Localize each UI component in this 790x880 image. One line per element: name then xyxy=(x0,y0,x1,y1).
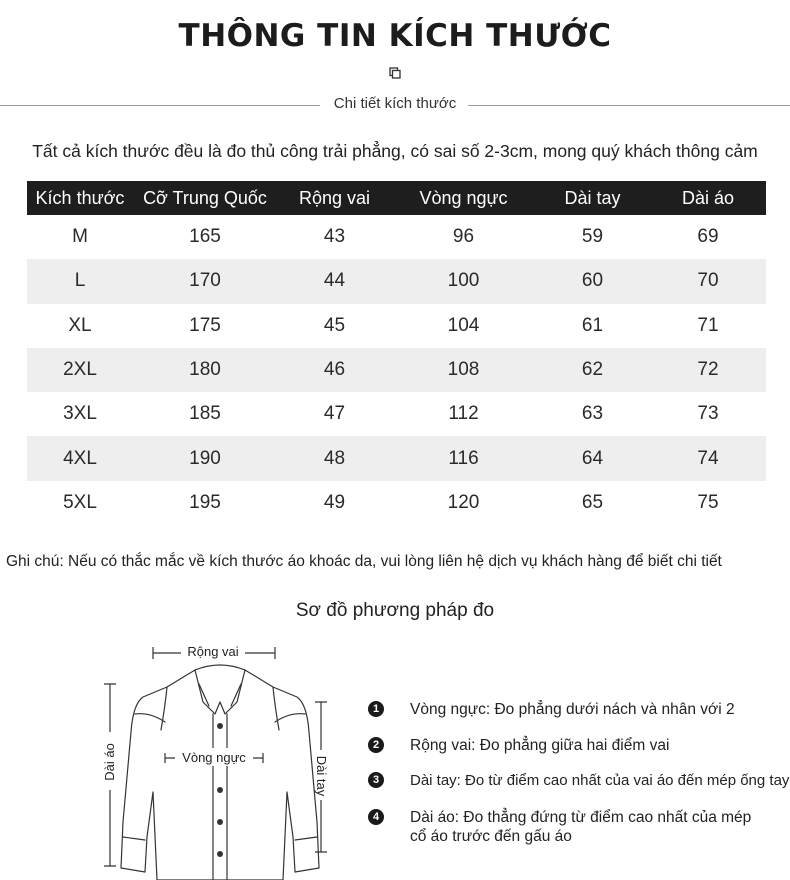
table-cell: 49 xyxy=(323,491,346,513)
table-cell: 60 xyxy=(535,259,650,303)
table-cell: 75 xyxy=(697,491,719,513)
table-cell: 180 xyxy=(133,348,277,392)
size-table xyxy=(27,181,766,525)
column-header: Cỡ Trung Quốc xyxy=(133,181,277,215)
diagram-label-length: Dài áo xyxy=(102,743,117,781)
page-title: THÔNG TIN KÍCH THƯỚC xyxy=(178,18,612,54)
table-cell: 4XL xyxy=(27,436,133,480)
step-text: Rộng vai: Đo phẳng giữa hai điểm vai xyxy=(410,737,670,754)
column-header: Dài tay xyxy=(535,181,650,215)
table-cell: 165 xyxy=(189,226,221,248)
table-cell: 185 xyxy=(189,403,221,425)
table-cell: 170 xyxy=(133,259,277,303)
step-text: Vòng ngực: Đo phẳng dưới nách và nhân với 2 xyxy=(410,701,735,718)
table-cell: 44 xyxy=(277,259,392,303)
step-number-badge: 4 xyxy=(368,809,384,825)
step-item xyxy=(368,700,735,719)
table-header-row xyxy=(27,181,766,215)
button xyxy=(217,787,223,793)
diagram-label-chest: Vòng ngực xyxy=(182,750,246,765)
page-subtitle: Chi tiết kích thước xyxy=(326,95,464,112)
table-cell: 59 xyxy=(581,226,604,248)
column-header: Dài áo xyxy=(650,181,766,215)
column-header: Vòng ngực xyxy=(392,181,535,215)
table-row xyxy=(27,436,766,480)
table-row xyxy=(27,304,766,348)
step-item xyxy=(368,808,751,846)
diagram-label-shoulder: Rộng vai xyxy=(187,644,239,659)
table-cell: 74 xyxy=(650,436,766,480)
diagram-label-sleeve: Dài tay xyxy=(314,755,329,797)
button xyxy=(217,723,223,729)
table-cell: 71 xyxy=(697,314,719,336)
step-item xyxy=(368,736,669,755)
table-row xyxy=(27,392,766,436)
table-cell: 2XL xyxy=(27,348,133,392)
table-cell: 190 xyxy=(133,436,277,480)
column-header: Kích thước xyxy=(27,181,133,215)
table-cell: 175 xyxy=(189,314,221,336)
subtitle-row xyxy=(0,95,790,117)
shirt-diagram xyxy=(95,632,345,880)
table-cell: 72 xyxy=(650,348,766,392)
button xyxy=(217,819,223,825)
column-header: Rộng vai xyxy=(277,181,392,215)
table-cell: 104 xyxy=(447,314,480,336)
table-cell: 195 xyxy=(189,491,221,513)
table-cell: 3XL xyxy=(63,403,97,425)
table-cell: 100 xyxy=(392,259,535,303)
table-cell: 116 xyxy=(392,436,535,480)
table-cell: L xyxy=(27,259,133,303)
table-cell: XL xyxy=(68,314,92,336)
table-cell: 73 xyxy=(697,403,719,425)
table-cell: 62 xyxy=(535,348,650,392)
table-cell: 45 xyxy=(323,314,346,336)
table-row xyxy=(27,481,766,525)
step-item xyxy=(368,771,789,790)
table-row xyxy=(27,259,766,303)
step-text: Dài tay: Đo từ điểm cao nhất của vai áo đến mép ống tay xyxy=(410,772,790,789)
table-cell: 112 xyxy=(448,403,479,425)
table-row xyxy=(27,348,766,392)
table-cell: 61 xyxy=(581,314,604,336)
table-row xyxy=(27,215,766,259)
step-text: Dài áo: Đo thẳng đứng từ điểm cao nhất của mép cổ áo trước đến gấu áo xyxy=(410,809,752,845)
method-title: Sơ đồ phương pháp đo xyxy=(295,600,495,621)
table-cell: 69 xyxy=(697,226,719,248)
table-cell: 65 xyxy=(581,491,604,513)
table-cell: 108 xyxy=(392,348,535,392)
step-number-badge: 2 xyxy=(368,737,384,753)
table-cell: 43 xyxy=(323,226,346,248)
copy-icon xyxy=(389,67,401,79)
table-cell: 48 xyxy=(277,436,392,480)
table-cell: 63 xyxy=(581,403,604,425)
table-cell: 5XL xyxy=(63,491,97,513)
table-cell: 96 xyxy=(452,226,475,248)
step-number-badge: 1 xyxy=(368,701,384,717)
table-cell: 46 xyxy=(277,348,392,392)
table-cell: 70 xyxy=(650,259,766,303)
step-number-badge: 3 xyxy=(368,772,384,788)
note-text: Ghi chú: Nếu có thắc mắc về kích thước áo khoác da, vui lòng liên hệ dịch vụ khách hàng để biết chi tiết xyxy=(6,553,722,570)
table-cell: M xyxy=(72,226,88,248)
intro-text: Tất cả kích thước đều là đo thủ công trải phẳng, có sai số 2-3cm, mong quý khách thông cảm xyxy=(32,141,758,161)
button xyxy=(217,851,223,857)
table-cell: 64 xyxy=(535,436,650,480)
table-cell: 47 xyxy=(323,403,346,425)
table-cell: 120 xyxy=(447,491,480,513)
